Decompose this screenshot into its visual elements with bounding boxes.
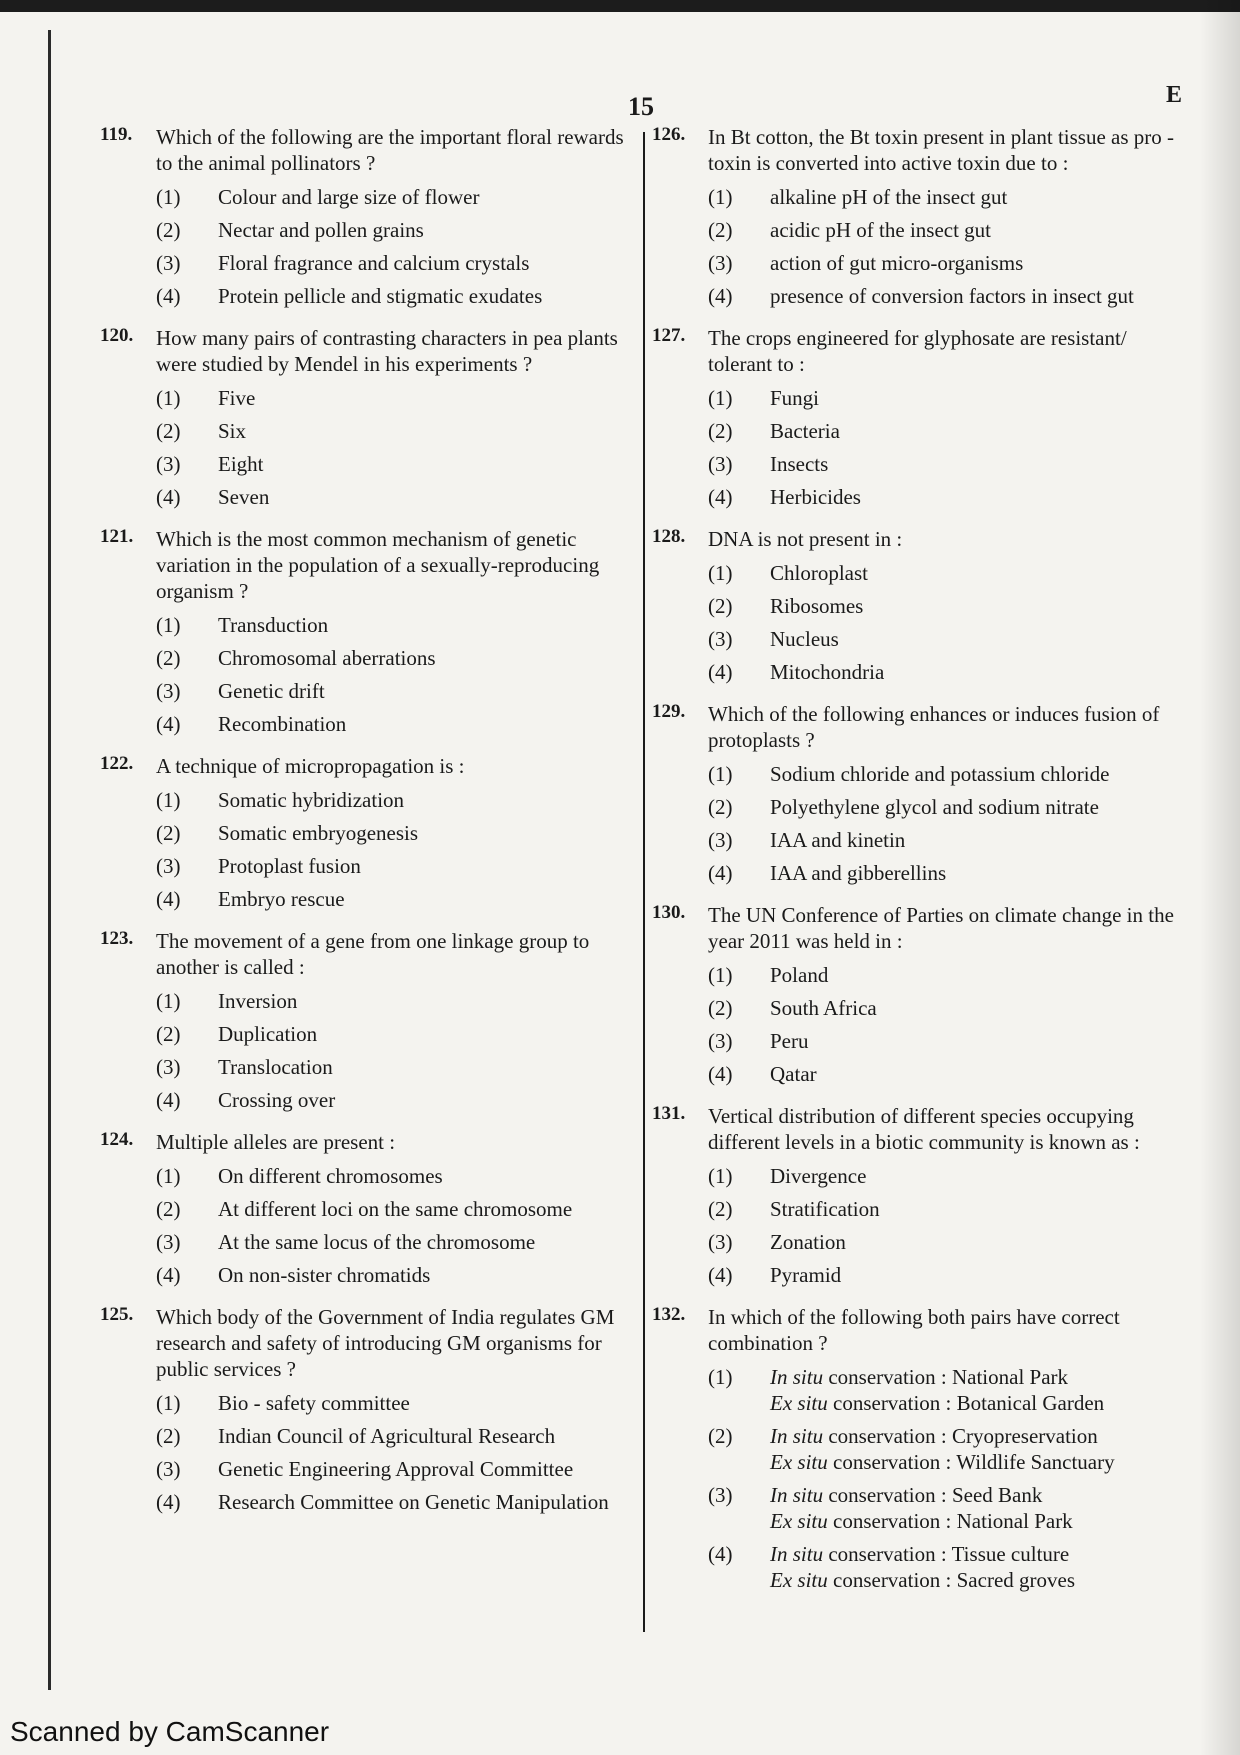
option-text: Herbicides [770,485,861,509]
option-text: Inversion [218,989,298,1013]
option-number: (2) [156,1022,181,1046]
option-number: (2) [156,821,181,845]
question-number: 120. [100,325,134,346]
option-4 [708,283,1188,309]
option-text: Embryo rescue [218,887,345,911]
option-text: Chloroplast [770,561,868,585]
option-text: Transduction [218,613,329,637]
option-number: (3) [156,251,181,275]
option-text: At different loci on the same chromosome [218,1197,573,1221]
exsitu-pair [770,1567,1188,1593]
option-1 [156,184,636,210]
option-text: presence of conversion factors in insect gut [770,284,1134,308]
option-1 [156,787,636,813]
question-text: Which is the most common mechanism of genetic variation in the population of a sexually-reproducing organism ? [156,527,600,603]
option-number: (1) [708,386,733,410]
option-text: On different chromosomes [218,1164,443,1188]
question-text: The UN Conference of Parties on climate change in the year 2011 was held in : [708,903,1174,953]
question-text: The movement of a gene from one linkage group to another is called : [156,929,590,979]
exsitu-pair [770,1449,1188,1475]
option-number: (1) [156,788,181,812]
option-number: (2) [156,1197,181,1221]
option-text: Seven [218,485,270,509]
option-text: Insects [770,452,829,476]
insitu-value: conservation : Cryopreservation [828,1424,1098,1448]
option-1 [708,560,1188,586]
question-number: 128. [652,526,686,547]
scan-right-shadow [1200,0,1240,1755]
insitu-value: conservation : Tissue culture [828,1542,1070,1566]
option-4 [708,484,1188,510]
option-text: Pyramid [770,1263,842,1287]
option-4 [708,1541,1188,1593]
option-number: (3) [708,452,733,476]
option-text: Protein pellicle and stigmatic exudates [218,284,543,308]
option-3 [156,451,636,477]
option-number: (1) [708,762,733,786]
question-132 [648,1304,1188,1593]
option-text: Genetic drift [218,679,325,703]
insitu-value: conservation : Seed Bank [828,1483,1043,1507]
option-number: (4) [708,1062,733,1086]
question-number: 125. [100,1304,134,1325]
option-number: (2) [156,419,181,443]
option-text: Poland [770,963,829,987]
option-text: Somatic embryogenesis [218,821,419,845]
question-number: 122. [100,753,134,774]
option-2 [708,794,1188,820]
option-4 [156,283,636,309]
option-4 [156,711,636,737]
option-3 [156,1229,636,1255]
option-text: Divergence [770,1164,867,1188]
option-3 [156,1054,636,1080]
option-text: Ribosomes [770,594,864,618]
option-2 [156,1423,636,1449]
question-text: Which of the following enhances or induces fusion of protoplasts ? [708,702,1160,752]
question-124 [96,1129,636,1288]
exsitu-value: conservation : Botanical Garden [833,1391,1105,1415]
option-3 [708,827,1188,853]
option-4 [708,1262,1188,1288]
option-3 [708,1229,1188,1255]
question-129 [648,701,1188,886]
option-2 [708,1196,1188,1222]
question-text: How many pairs of contrasting characters in pea plants were studied by Mendel in his experiments ? [156,326,618,376]
option-text: Recombination [218,712,347,736]
question-text: DNA is not present in : [708,527,903,551]
option-number: (4) [156,1088,181,1112]
question-131 [648,1103,1188,1288]
option-number: (3) [708,828,733,852]
option-number: (2) [156,646,181,670]
question-number: 124. [100,1129,134,1150]
option-2 [708,995,1188,1021]
option-4 [708,1061,1188,1087]
exsitu-pair [770,1508,1188,1534]
exsitu-value: conservation : National Park [833,1509,1073,1533]
option-3 [708,1028,1188,1054]
option-number: (4) [708,485,733,509]
insitu-pair [770,1482,1188,1508]
option-number: (2) [708,1424,733,1448]
option-text: Duplication [218,1022,318,1046]
question-128 [648,526,1188,685]
option-number: (1) [156,989,181,1013]
option-text: Translocation [218,1055,333,1079]
question-number: 131. [652,1103,686,1124]
option-number: (2) [156,218,181,242]
insitu-pair [770,1541,1188,1567]
option-number: (1) [708,1365,733,1389]
insitu-label: In situ [770,1424,824,1448]
option-number: (1) [156,185,181,209]
option-1 [156,385,636,411]
option-text: IAA and gibberellins [770,861,947,885]
exsitu-label: Ex situ [770,1450,828,1474]
option-number: (2) [708,218,733,242]
question-127 [648,325,1188,510]
option-text: IAA and kinetin [770,828,906,852]
exsitu-value: conservation : Wildlife Sanctuary [833,1450,1115,1474]
option-2 [156,1021,636,1047]
option-text: At the same locus of the chromosome [218,1230,536,1254]
exsitu-value: conservation : Sacred groves [833,1568,1076,1592]
option-number: (3) [156,1230,181,1254]
insitu-label: In situ [770,1542,824,1566]
option-2 [708,1423,1188,1475]
option-1 [708,1364,1188,1416]
option-number: (4) [708,284,733,308]
option-text: Peru [770,1029,809,1053]
option-2 [708,217,1188,243]
right-column [648,124,1188,1609]
option-2 [156,645,636,671]
option-text: Nectar and pollen grains [218,218,424,242]
option-text: Crossing over [218,1088,336,1112]
option-number: (1) [708,963,733,987]
option-text: Indian Council of Agricultural Research [218,1424,556,1448]
option-2 [156,217,636,243]
option-number: (3) [708,251,733,275]
option-number: (2) [708,795,733,819]
question-123 [96,928,636,1113]
option-4 [156,1262,636,1288]
insitu-label: In situ [770,1365,824,1389]
option-number: (3) [156,679,181,703]
option-text: alkaline pH of the insect gut [770,185,1008,209]
option-text: Protoplast fusion [218,854,361,878]
option-number: (3) [156,1457,181,1481]
option-number: (3) [708,1029,733,1053]
option-number: (1) [156,1391,181,1415]
question-125 [96,1304,636,1515]
option-number: (1) [708,561,733,585]
option-3 [156,250,636,276]
option-3 [708,451,1188,477]
option-1 [708,761,1188,787]
option-2 [156,820,636,846]
option-number: (4) [156,1490,181,1514]
option-1 [156,612,636,638]
option-4 [156,1489,636,1515]
option-1 [708,962,1188,988]
option-text: Fungi [770,386,820,410]
option-3 [708,626,1188,652]
question-number: 132. [652,1304,686,1325]
exsitu-label: Ex situ [770,1391,828,1415]
option-number: (4) [708,660,733,684]
option-text: Research Committee on Genetic Manipulation [218,1490,609,1514]
option-2 [708,593,1188,619]
exsitu-label: Ex situ [770,1568,828,1592]
option-number: (3) [708,627,733,651]
question-text: Vertical distribution of different species occupying different levels in a biotic community is known as : [708,1104,1140,1154]
option-3 [708,1482,1188,1534]
option-number: (1) [156,1164,181,1188]
option-1 [708,385,1188,411]
question-121 [96,526,636,737]
option-1 [156,1163,636,1189]
left-column [96,124,636,1531]
option-number: (4) [156,485,181,509]
question-number: 130. [652,902,686,923]
option-text: South Africa [770,996,877,1020]
option-number: (2) [708,996,733,1020]
question-text: Multiple alleles are present : [156,1130,396,1154]
exsitu-pair [770,1390,1188,1416]
option-text: action of gut micro-organisms [770,251,1024,275]
question-130 [648,902,1188,1087]
option-number: (2) [708,419,733,443]
option-4 [156,886,636,912]
page-number: 15 [628,92,654,121]
option-1 [156,1390,636,1416]
option-text: On non-sister chromatids [218,1263,431,1287]
page-left-margin-line [48,30,51,1690]
insitu-pair [770,1364,1188,1390]
option-number: (2) [708,1197,733,1221]
insitu-value: conservation : National Park [828,1365,1069,1389]
option-text: Stratification [770,1197,880,1221]
option-3 [156,853,636,879]
scan-top-edge [0,0,1240,12]
option-text: Genetic Engineering Approval Committee [218,1457,574,1481]
option-text: Eight [218,452,264,476]
option-text: Qatar [770,1062,817,1086]
option-text: Colour and large size of flower [218,185,480,209]
option-number: (4) [708,1263,733,1287]
option-number: (1) [156,613,181,637]
option-number: (4) [156,1263,181,1287]
option-number: (1) [156,386,181,410]
option-2 [156,418,636,444]
option-text: Six [218,419,247,443]
option-2 [156,1196,636,1222]
option-text: Mitochondria [770,660,885,684]
column-divider [643,132,645,1632]
question-text: Which of the following are the important floral rewards to the animal pollinators ? [156,125,624,175]
option-number: (3) [708,1230,733,1254]
question-text: A technique of micropropagation is : [156,754,465,778]
option-1 [156,988,636,1014]
insitu-pair [770,1423,1188,1449]
question-number: 121. [100,526,134,547]
option-number: (4) [156,712,181,736]
option-text: acidic pH of the insect gut [770,218,992,242]
question-120 [96,325,636,510]
option-number: (4) [708,1542,733,1566]
option-3 [156,1456,636,1482]
option-number: (3) [156,854,181,878]
option-text: Five [218,386,256,410]
option-number: (1) [708,185,733,209]
option-text: Polyethylene glycol and sodium nitrate [770,795,1099,819]
exsitu-label: Ex situ [770,1509,828,1533]
option-number: (3) [156,1055,181,1079]
option-number: (1) [708,1164,733,1188]
option-text: Zonation [770,1230,846,1254]
option-text: Floral fragrance and calcium crystals [218,251,530,275]
option-text: Somatic hybridization [218,788,405,812]
question-number: 123. [100,928,134,949]
option-3 [708,250,1188,276]
question-text: In which of the following both pairs have correct combination ? [708,1305,1120,1355]
option-4 [156,1087,636,1113]
option-1 [708,184,1188,210]
option-text: Sodium chloride and potassium chloride [770,762,1110,786]
question-122 [96,753,636,912]
question-number: 119. [100,124,133,145]
option-4 [708,860,1188,886]
question-number: 129. [652,701,686,722]
question-number: 127. [652,325,686,346]
scanner-watermark: Scanned by CamScanner [10,1716,330,1747]
question-text: Which body of the Government of India regulates GM research and safety of introducing GM organisms for public services ? [156,1305,615,1381]
question-126 [648,124,1188,309]
option-number: (4) [156,284,181,308]
option-number: (2) [156,1424,181,1448]
option-number: (3) [708,1483,733,1507]
option-4 [708,659,1188,685]
question-number: 126. [652,124,686,145]
option-text: Bio - safety committee [218,1391,410,1415]
question-119 [96,124,636,309]
option-text: Nucleus [770,627,839,651]
option-number: (4) [156,887,181,911]
question-text: The crops engineered for glyphosate are resistant/ tolerant to : [708,326,1127,376]
option-4 [156,484,636,510]
option-1 [708,1163,1188,1189]
option-text: Bacteria [770,419,840,443]
insitu-label: In situ [770,1483,824,1507]
option-number: (4) [708,861,733,885]
option-number: (2) [708,594,733,618]
option-text: Chromosomal aberrations [218,646,436,670]
option-3 [156,678,636,704]
option-number: (3) [156,452,181,476]
set-code: E [1166,82,1183,108]
question-text: In Bt cotton, the Bt toxin present in plant tissue as pro - toxin is converted into active toxin due to : [708,125,1175,175]
option-2 [708,418,1188,444]
